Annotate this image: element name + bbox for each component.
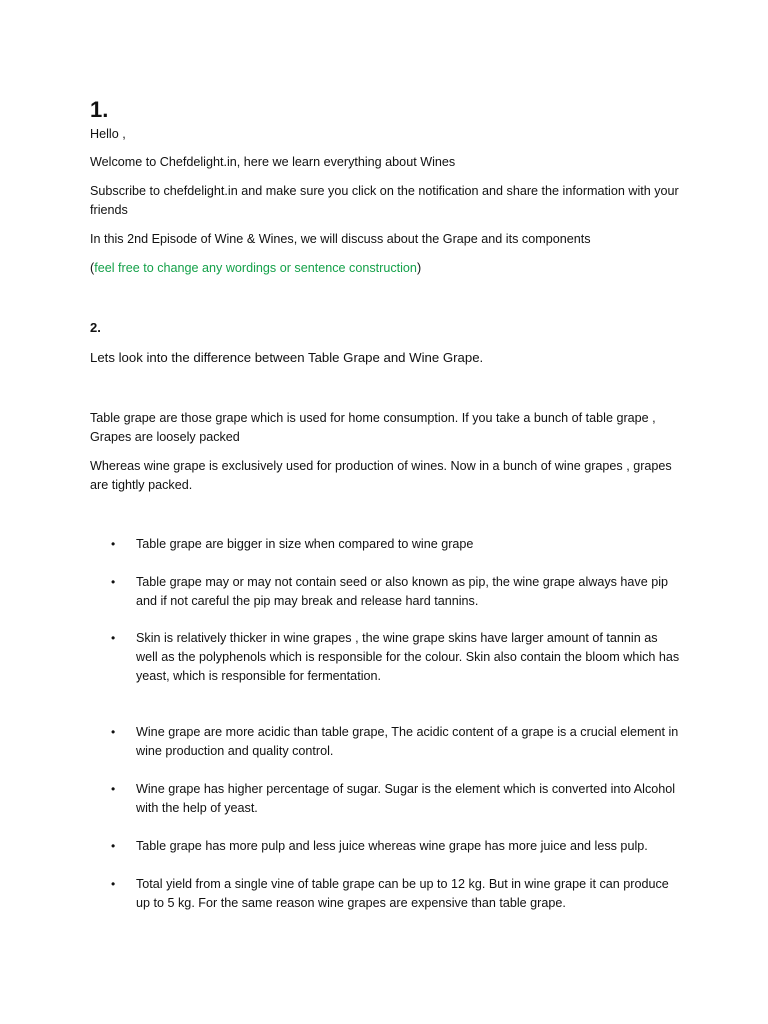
list-item-text: Skin is relatively thicker in wine grapes , the wine grape skins have larger amount of tannin as well as the polyphenols which is responsible for the colour. Skin also contain the bloom which has yeast, which is responsible for fermentation. (136, 631, 680, 683)
subscribe-line: Subscribe to chefdelight.in and make sure you click on the notification and share the information with your friends (90, 184, 679, 217)
bullet-icon: • (111, 725, 116, 739)
note-open-paren: ( (90, 261, 95, 275)
section-2-number: 2. (90, 320, 101, 335)
welcome-line: Welcome to Chefdelight.in, here we learn everything about Wines (90, 155, 456, 169)
list-item-text: Table grape has more pulp and less juice whereas wine grape has more juice and less pulp. (136, 839, 648, 853)
episode-line: In this 2nd Episode of Wine & Wines, we will discuss about the Grape and its components (90, 232, 591, 246)
editor-note (90, 259, 690, 278)
bullet-icon: • (111, 782, 116, 796)
section-2-lead: Lets look into the difference between Table Grape and Wine Grape. (90, 350, 484, 365)
wine-grape-paragraph: Whereas wine grape is exclusively used for production of wines. Now in a bunch of wine grapes , grapes are tightly packed. (90, 459, 672, 492)
table-grape-paragraph: Table grape are those grape which is used for home consumption. If you take a bunch of table grape , Grapes are loosely packed (90, 411, 656, 444)
note-text: feel free to change any wordings or sentence construction (94, 261, 417, 275)
bullet-icon: • (111, 839, 116, 853)
list-item-text: Table grape may or may not contain seed or also known as pip, the wine grape always have pip and if not careful the pip may break and release hard tannins. (136, 575, 669, 608)
section-1-number: 1. (90, 97, 109, 122)
list-item-text: Wine grape are more acidic than table grape, The acidic content of a grape is a crucial element in wine production and quality control. (136, 725, 679, 758)
list-item-text: Table grape are bigger in size when compared to wine grape (136, 537, 474, 551)
list-item-text: Total yield from a single vine of table grape can be up to 12 kg. But in wine grape it can produce up to 5 kg. For the same reason wine grapes are expensive than table grape. (136, 877, 669, 910)
bullet-icon: • (111, 877, 116, 891)
bullet-icon: • (111, 537, 116, 551)
bullet-icon: • (111, 575, 116, 589)
greeting: Hello , (90, 127, 126, 141)
list-item-text: Wine grape has higher percentage of sugar. Sugar is the element which is converted into Alcohol with the help of yeast. (136, 782, 676, 815)
note-close-paren: ) (416, 261, 422, 275)
bullet-icon: • (111, 631, 116, 645)
